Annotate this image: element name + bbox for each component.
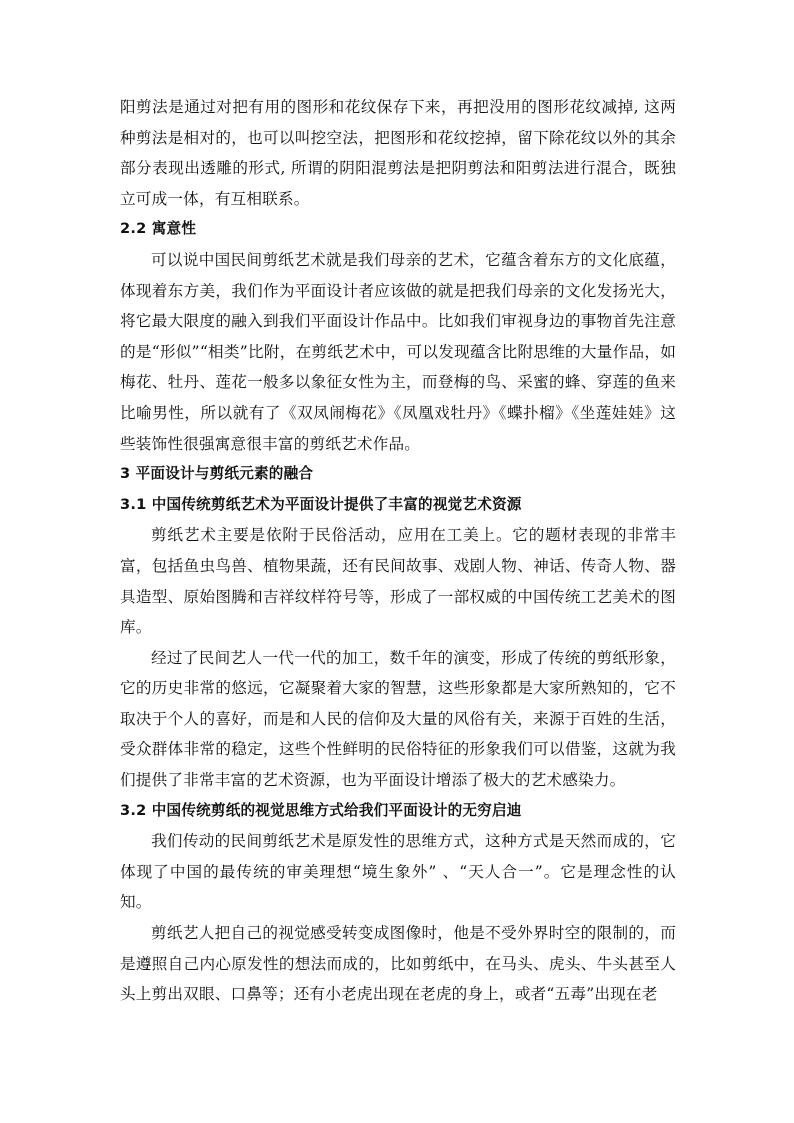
section-heading-3-2: 3.2 中国传统剪纸的视觉思维方式给我们平面设计的无穷启迪 [120,801,522,819]
section-heading-3: 3 平面设计与剪纸元素的融合 [120,465,314,483]
paragraph-symbolism: 可以说中国民间剪纸艺术就是我们母亲的艺术，它蕴含着东方的文化底蕴，体现着东方美，我们作为平面设计者应该做的就是把我们母亲的文化发扬光大，将它最大限度的融入到我们平面设计作品中。比如我们审视身边的事物首先注意的是“形似”“相类”比附，在剪纸艺术中，可以发现蕴含比附思维的大量作品，如梅花、牡丹、莲花一般多以象征女性为主，而登梅的鸟、采蜜的蜂、穿莲的鱼来比喻男性，所以就有了《双凤闹梅花》《凤凰戏牡丹》《蝶扑榴》《坐莲娃娃》这些装饰性很强寓意很丰富的剪纸艺术作品。 [120,250,676,453]
paragraph-yang-cut: 阳剪法是通过对把有用的图形和花纹保存下来，再把没用的图形花纹减掉, 这两种剪法是相对的，也可以叫挖空法，把图形和花纹挖掉，留下除花纹以外的其余部分表现出透雕的形式, 所谓的阴阳混剪法是把阴剪法和阳剪法进行混合，既独立可成一体，有互相联系。 [120,98,676,208]
paragraph-artist-perception: 剪纸艺人把自己的视觉感受转变成图像时，他是不受外界时空的限制的，而是遵照自己内心原发性的想法而成的，比如剪纸中，在马头、虎头、牛头甚至人头上剪出双眼、口鼻等；还有小老虎出现在老虎的身上，或者“五毒”出现在老 [120,924,676,1004]
paragraph-tradition: 经过了民间艺人一代一代的加工，数千年的演变，形成了传统的剪纸形象，它的历史非常的悠远，它凝聚着大家的智慧，这些形象都是大家所熟知的，它不取决于个人的喜好，而是和人民的信仰及大量的风俗有关，来源于百姓的生活，受众群体非常的稳定，这些个性鲜明的民俗特征的形象我们可以借鉴，这就为我们提供了非常丰富的艺术资源，也为平面设计增添了极大的艺术感染力。 [120,648,676,790]
paragraph-visual-thinking: 我们传动的民间剪纸艺术是原发性的思维方式，这种方式是天然而成的，它体现了中国的最传统的审美理想“境生象外” 、“天人合一”。它是理念性的认知。 [120,832,676,912]
paragraph-subject-matter: 剪纸艺术主要是依附于民俗活动，应用在工美上。它的题材表现的非常丰富，包括鱼虫鸟兽、植物果蔬，还有民间故事、戏剧人物、神话、传奇人物、器具造型、原始图腾和吉祥纹样符号等，形成了一部权威的中国传统工艺美术的图库。 [120,526,676,637]
section-heading-2-2: 2.2 寓意性 [120,220,197,238]
document-page [120,92,676,1010]
section-heading-3-1: 3.1 中国传统剪纸艺术为平面设计提供了丰富的视觉艺术资源 [120,495,522,513]
